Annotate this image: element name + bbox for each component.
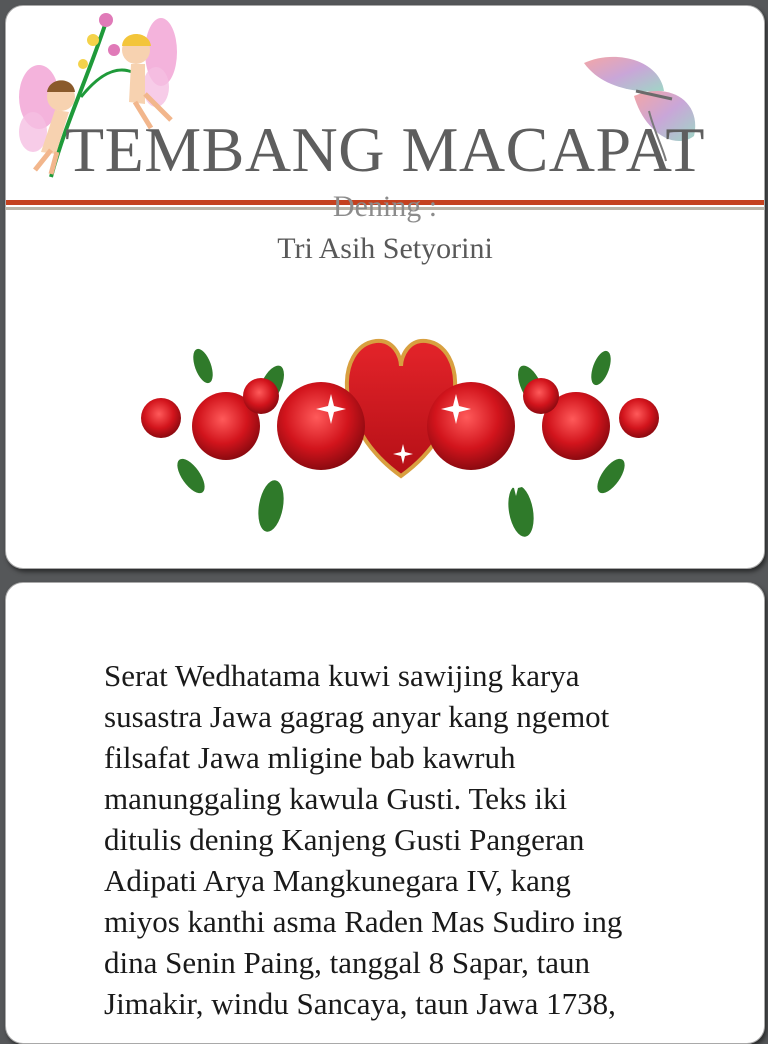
title-slide[interactable] bbox=[5, 5, 765, 569]
content-slide[interactable] bbox=[5, 582, 765, 1044]
body-paragraph: Serat Wedhatama kuwi sawijing karya susastra Jawa gagrag anyar kang ngemot filsafat Jawa mligine bab kawruh manunggaling kawula Gusti. Teks iki ditulis dening Kanjeng Gusti Pangeran Adipati Arya Mangkunegara IV, kang miyos kanthi asma Raden Mas Sudiro ing dina Senin Paing, tanggal 8 Sapar, taun Jimakir, windu Sancaya, taun Jawa 1738, bbox=[104, 658, 623, 1021]
byline-label: Dening : bbox=[332, 190, 438, 223]
author-name: Tri Asih Setyorini bbox=[277, 232, 493, 265]
slide-title: TEMBANG MACAPAT bbox=[65, 114, 705, 185]
roses-heart-clipart-icon bbox=[131, 326, 671, 548]
